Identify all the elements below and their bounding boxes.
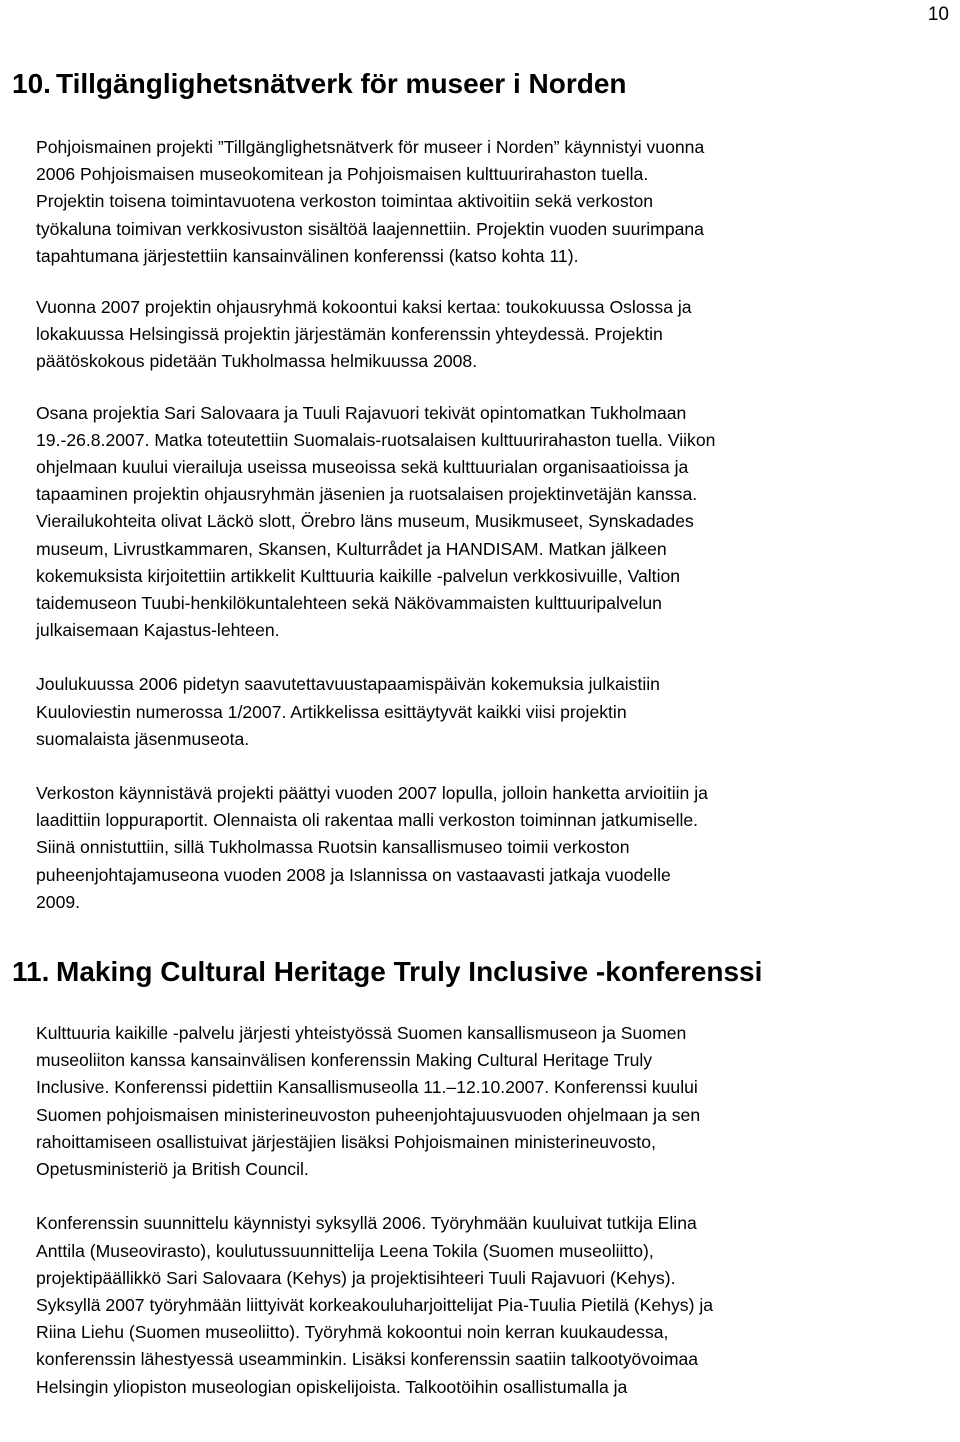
section-heading-11	[12, 952, 948, 992]
text-line: Osana projektia Sari Salovaara ja Tuuli Rajavuori tekivät opintomatkan Tukholmaan	[36, 402, 687, 423]
text-line: Syksyllä 2007 työryhmään liittyivät korkeakouluharjoittelijat Pia-Tuulia Pietilä (Kehys) ja	[36, 1294, 714, 1315]
text-line: 19.-26.8.2007. Matka toteutettiin Suomalais-ruotsalaisen kulttuurirahaston tuella. Viikon	[36, 429, 716, 450]
text-line: työkaluna toimivan verkkosivuston sisältöä laajennettiin. Projektin vuoden suurimpana	[36, 218, 704, 239]
section-title: Making Cultural Heritage Truly Inclusive -konferenssi	[56, 956, 763, 988]
text-line: Konferenssin suunnittelu käynnistyi syksyllä 2006. Työryhmään kuuluivat tutkija Elina	[36, 1213, 697, 1234]
text-line: laadittiin loppuraportit. Olennaista oli rakentaa malli verkoston toiminnan jatkumiselle.	[36, 810, 699, 831]
text-line: Inclusive. Konferenssi pidettiin Kansallismuseolla 11.–12.10.2007. Konferenssi kuului	[36, 1077, 698, 1098]
text-line: Riina Liehu (Suomen museoliitto). Työryhmä kokoontui noin kerran kuukaudessa,	[36, 1322, 669, 1343]
page-number: 10	[927, 4, 949, 25]
text-line: museum, Livrustkammaren, Skansen, Kulturrådet ja HANDISAM. Matkan jälkeen	[36, 538, 667, 559]
paragraph	[36, 1020, 948, 1183]
text-line: ohjelmaan kuului vierailuja useissa museoissa sekä kulttuurialan organisaatioissa ja	[36, 457, 689, 478]
text-line: kokemuksista kirjoitettiin artikkelit Kulttuuria kaikille -palvelun verkkosivuille, Valtion	[36, 565, 681, 586]
paragraph	[36, 400, 948, 645]
text-line: rahoittamiseen osallistuivat järjestäjien lisäksi Pohjoismainen ministerineuvosto,	[36, 1131, 656, 1152]
text-line: Opetusministeriö ja British Council.	[36, 1159, 309, 1180]
text-line: Vuonna 2007 projektin ohjausryhmä kokoontui kaksi kertaa: toukokuussa Oslossa ja	[36, 297, 692, 318]
text-line: tapaaminen projektin ohjausryhmän jäsenien ja ruotsalaisen projektinvetäjän kanssa.	[36, 484, 698, 505]
text-line: Kulttuuria kaikille -palvelu järjesti yhteistyössä Suomen kansallismuseon ja Suomen	[36, 1023, 687, 1044]
paragraph	[36, 294, 948, 376]
text-line: Anttila (Museovirasto), koulutussuunnittelija Leena Tokila (Suomen museoliitto),	[36, 1240, 654, 1261]
text-line: suomalaista jäsenmuseota.	[36, 728, 250, 749]
text-line: Siinä onnistuttiin, sillä Tukholmassa Ruotsin kansallismuseo toimii verkoston	[36, 837, 630, 858]
paragraph	[36, 780, 948, 916]
text-line: Pohjoismainen projekti ”Tillgänglighetsnätverk för museer i Norden” käynnistyi vuonna	[36, 137, 705, 157]
text-line: Helsingin yliopiston museologian opiskelijoista. Talkootöihin osallistumalla ja	[36, 1376, 628, 1397]
section-title: Tillgänglighetsnätverk för museer i Norden	[56, 68, 627, 99]
text-line: Kuuloviestin numerossa 1/2007. Artikkelissa esittäytyvät kaikki viisi projektin	[36, 701, 627, 722]
text-line: lokakuussa Helsingissä projektin järjestämän konferenssin yhteydessä. Projektin	[36, 324, 663, 345]
paragraph	[36, 1210, 948, 1400]
text-line: tapahtumana järjestettiin kansainvälinen konferenssi (katso kohta 11).	[36, 245, 579, 266]
text-line: Vierailukohteita olivat Läckö slott, Örebro läns museum, Musikmuseet, Synskadades	[36, 511, 694, 532]
text-line: taidemuseon Tuubi-henkilökuntalehteen sekä Näkövammaisten kulttuuripalvelun	[36, 593, 662, 614]
text-line: päätöskokous pidetään Tukholmassa helmikuussa 2008.	[36, 351, 478, 372]
section-number: 10.	[12, 68, 51, 99]
text-line: puheenjohtajamuseona vuoden 2008 ja Islannissa on vastaavasti jatkaja vuodelle	[36, 864, 671, 885]
paragraph	[36, 671, 948, 753]
text-line: 2009.	[36, 891, 81, 912]
text-line: Projektin toisena toimintavuotena verkoston toimintaa aktivoitiin sekä verkoston	[36, 191, 654, 212]
text-line: Suomen pohjoismaisen ministerineuvoston puheenjohtajuusvuoden ohjelmaan ja sen	[36, 1104, 701, 1125]
text-line: julkaisemaan Kajastus-lehteen.	[36, 620, 280, 641]
text-line: Joulukuussa 2006 pidetyn saavutettavuustapaamispäivän kokemuksia julkaistiin	[36, 674, 660, 695]
text-line: projektipäällikkö Sari Salovaara (Kehys) ja projektisihteeri Tuuli Rajavuori (Kehys).	[36, 1267, 676, 1288]
text-line: museoliiton kanssa kansainvälisen konferenssin Making Cultural Heritage Truly	[36, 1050, 653, 1071]
text-line: konferenssin lähestyessä useamminkin. Lisäksi konferenssin saatiin talkootyövoimaa	[36, 1349, 699, 1370]
text-line: Verkoston käynnistävä projekti päättyi vuoden 2007 lopulla, jolloin hanketta arvioitiin ja	[36, 783, 708, 804]
section-heading-10	[12, 64, 948, 104]
document-body	[12, 64, 948, 1401]
section-number: 11.	[12, 956, 50, 988]
text-line: 2006 Pohjoismaisen museokomitean ja Pohjoismaisen kulttuurirahaston tuella.	[36, 164, 649, 185]
paragraph	[36, 134, 948, 270]
